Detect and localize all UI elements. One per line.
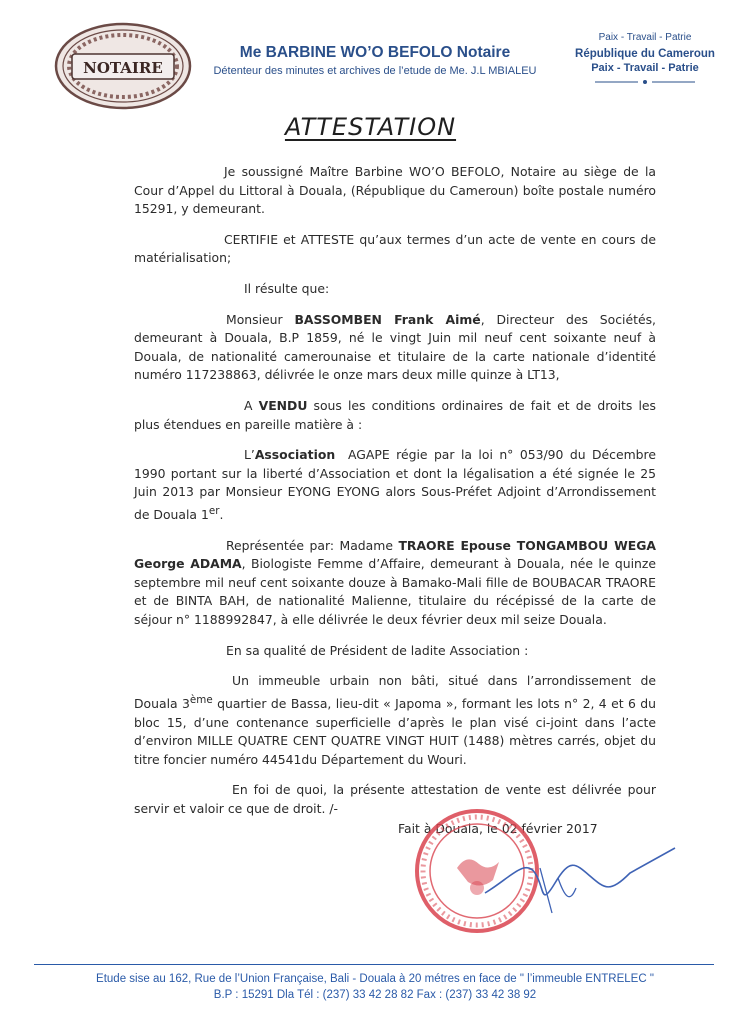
paragraph-sold: [134, 397, 656, 434]
attestation-body: [134, 163, 656, 830]
seller-name: BASSOMBEN Frank Aimé: [294, 311, 481, 327]
text: , Biologiste Femme d’Affaire, demeurant à Douala, née le quinze septembre mil neuf cent soixante douze à Bamako-Mali fille de BOUBACAR TRAORE et de BINTA BAH, de nationalité Malienne, titulaire du récépissé de la carte de séjour n° 1188992847, à elle délivrée le deux février deux mil seize Douala.: [134, 556, 656, 627]
text: A: [244, 397, 259, 413]
association-name: AGAPE: [348, 447, 390, 463]
ornament-divider: [590, 78, 700, 86]
motto-top: Paix - Travail - Patrie: [598, 32, 692, 43]
date-line: Fait à Douala, le 02 février 2017: [398, 821, 598, 836]
title-text: ATTESTATION: [284, 113, 457, 141]
text: Je soussigné Maître Barbine: [224, 164, 410, 179]
footer-contact: B.P : 15291 Dla Tél : (237) 33 42 28 82 Fax : (237) 33 42 38 92: [213, 989, 537, 1001]
paragraph-capacity: En sa qualité de Président de ladite Association :: [226, 642, 529, 658]
paragraph-closing: En foi de quoi, la présente attestation de vente est délivrée pour servir et valoir ce que de droit. /-: [134, 782, 656, 816]
text: Représentée par: Madame: [226, 537, 399, 553]
notary-header: [200, 44, 550, 77]
footer: [30, 971, 720, 1003]
text: sous les conditions ordinaires de fait et de droits les plus étendues en pareille matière à :: [134, 397, 657, 432]
text: L’: [244, 447, 255, 463]
text: quartier de Bassa, lieu-dit « Japoma », formant les lots n° 2, 4 et 6 du bloc 15, d’une contenance superficielle d’après le plan visé ci-joint dans l’acte d’environ MILLE QUATRE CENT QUATRE VINGT HUIT (1488) mètres carrés, objet du titre foncier numéro 44541du Département du Wouri.: [134, 695, 656, 767]
text: Un immeuble urbain non bâti, situé dans l’arrondissement de Douala 3: [134, 673, 656, 711]
paragraph-property: [134, 672, 656, 769]
text: .: [219, 507, 224, 523]
notaire-logo: [54, 22, 192, 110]
sold-word: VENDU: [258, 397, 308, 413]
signature: [480, 838, 680, 918]
document-title: [0, 113, 741, 141]
paragraph-representative: [134, 537, 656, 630]
paragraph-buyer: [134, 446, 656, 525]
text: WO’O BEFOLO: [409, 164, 501, 179]
superscript: er: [208, 504, 220, 517]
text: et: [278, 231, 301, 247]
footer-address: Etude sise au 162, Rue de l’Union Française, Bali - Douala à 20 métres en face de " l’immeuble ENTRELEC ": [96, 973, 654, 985]
paragraph-result: Il résulte que:: [244, 280, 330, 296]
logo-text: NOTAIRE: [83, 59, 163, 77]
notary-name: Me BARBINE WO’O BEFOLO Notaire: [239, 44, 511, 61]
buyer-label: Association: [254, 447, 336, 463]
text: ATTESTE: [300, 231, 355, 247]
paragraph-certify: [134, 231, 656, 268]
representative-name: TRAORE Epouse TONGAMBOU WEGA George ADAMA: [134, 537, 656, 572]
text: , Directeur des Sociétés, demeurant à Douala, B.P 1859, né le vingt Juin mil neuf cent soixante neuf à Douala, de nationalité camerounaise et titulaire de la carte nationale d’identité numéro 117238863, délivrée le onze mars deux mille quinze à LT13,: [134, 311, 656, 383]
paragraph-seller: [134, 311, 656, 385]
paragraph-notary: [134, 163, 656, 219]
superscript: ème: [189, 693, 213, 706]
text: qu’aux termes d’un acte de vente en cours de matérialisation;: [134, 231, 657, 266]
republic-name: République du Cameroun: [575, 48, 715, 60]
text: , Notaire au siège de la Cour d’Appel du Littoral à Douala, (République du Cameroun) boîte postale numéro 15291, y demeurant.: [134, 164, 657, 217]
text: régie par la loi n° 053/90 du Décembre 1990 portant sur la liberté d’Association et dont la légalisation a été signée le 25 Juin 2013 par Monsieur EYONG EYONG alors Sous-Préfet Adjoint d’Arrondissement de Douala 1: [134, 447, 656, 523]
notary-subtitle: Détenteur des minutes et archives de l’etude de Me. J.L MBIALEU: [213, 65, 537, 77]
footer-divider: [34, 964, 714, 965]
text: Monsieur: [226, 311, 295, 327]
text: CERTIFIE: [224, 231, 279, 247]
motto-bottom: Paix - Travail - Patrie: [591, 62, 699, 74]
republic-header: [570, 32, 720, 86]
